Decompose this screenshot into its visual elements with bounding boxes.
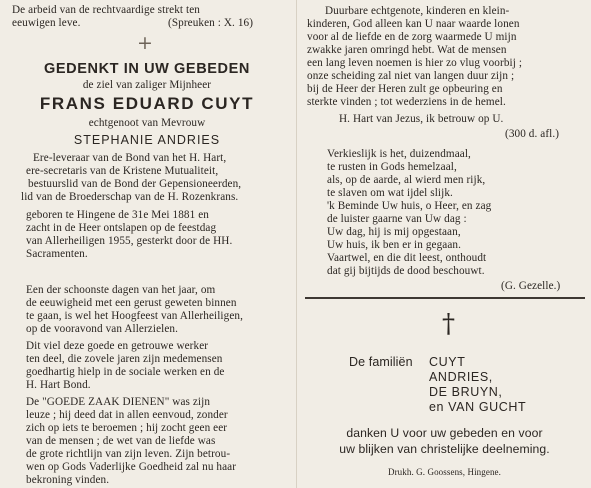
para3-line: van de mensen ; de wet van de liefde was <box>26 435 216 447</box>
birth-line: van Allerheiligen 1955, gesterkt door de HH. <box>26 235 233 247</box>
printer-credit: Drukh. G. Goossens, Hingene. <box>387 467 502 477</box>
poem-line: als, op de aarde, al wierd men rijk, <box>327 174 486 186</box>
role-line: lid van de Broederschap van de H. Rozenkrans. <box>21 191 239 203</box>
soul-subheading: de ziel van zaliger Mijnheer <box>82 79 212 91</box>
para3-line: bekroning vinden. <box>26 474 110 486</box>
poem-author: (G. Gezelle.) <box>501 280 561 292</box>
para3-line: leuze ; hij deed dat in allen eenvoud, zonder <box>26 409 228 421</box>
farewell-line: bij de Heer der Heren zult ge opbeuring en <box>307 83 503 95</box>
family-name: CUYT <box>429 355 466 369</box>
families-intro: De familiën <box>349 355 413 369</box>
spouse-intro: echtgenoot van Mevrouw <box>88 117 206 129</box>
poem-line: te slaven om wat ijdel slijk. <box>327 187 453 199</box>
farewell-line: sterkte vinden ; tot wederziens in de hemel. <box>307 96 506 108</box>
para3-line: de grote richtlijn van zijn leven. Zijn betrou- <box>26 448 231 460</box>
cross-icon: † <box>442 309 455 339</box>
farewell-line: zwakke jaren omringd hebt. Wat de mensen <box>307 44 507 56</box>
family-name: en VAN GUCHT <box>429 400 527 414</box>
para2-line: Dit viel deze goede en getrouwe werker <box>26 340 209 352</box>
farewell-line: kinderen, God alleen kan U naar waarde lonen <box>307 18 520 30</box>
poem-line: te rusten in Gods hemelzaal, <box>327 161 457 173</box>
farewell-line: een lang leven noemen is hier zo vlug voorbij ; <box>307 57 523 69</box>
invocation: H. Hart van Jezus, ik betrouw op U. <box>339 113 504 125</box>
indulgence: (300 d. afl.) <box>505 128 560 140</box>
family-name: DE BRUYN, <box>429 385 503 399</box>
para1-line: Een der schoonste dagen van het jaar, om <box>26 284 216 296</box>
farewell-line: onze scheiding zal niet van langen duur zijn ; <box>307 70 515 82</box>
poem-line: de luister gaarne van Uw dag : <box>327 213 467 225</box>
role-line: Ere-leveraar van de Bond van het H. Hart, <box>33 152 227 164</box>
quote-line-2: eeuwigen leve. <box>12 17 81 29</box>
thanks-line: uw blijken van christelijke deelneming. <box>339 442 550 456</box>
deceased-name: FRANS EDUARD CUYT <box>39 94 255 113</box>
para2-line: ten deel, die zovele jaren zijn medemensen <box>26 353 223 365</box>
birth-line: zacht in de Heer ontslapen op de feestdag <box>26 222 217 234</box>
quote-line-1: De arbeid van de rechtvaardige strekt ten <box>12 4 200 16</box>
role-line: ere-secretaris van de Kristene Mutualiteit, <box>26 165 219 177</box>
birth-line: Sacramenten. <box>26 248 88 260</box>
para3-line: zich op iets te beroemen ; hij zocht geen eer <box>26 422 228 434</box>
poem-line: Verkieslijk is het, duizendmaal, <box>327 148 471 160</box>
farewell-line: Duurbare echtgenote, kinderen en klein- <box>325 5 510 17</box>
quote-reference: (Spreuken : X. 16) <box>168 17 254 29</box>
farewell-line: voor al de liefde en de zorg waarmede U mijn <box>307 31 517 43</box>
poem-line: dat gij bijtijds de dood beschouwt. <box>327 265 485 277</box>
para1-line: te gaan, is wel het Hoogfeest van Allerheiligen, <box>26 310 243 322</box>
family-name: ANDRIES, <box>429 370 493 384</box>
para3-line: De "GOEDE ZAAK DIENEN" was zijn <box>26 396 211 408</box>
para3-line: wen op Gods Vaderlijke Goedheid zal nu haar <box>26 461 237 473</box>
thanks-line: danken U voor uw gebeden en voor <box>346 426 543 440</box>
poem-line: Vaartwel, en die dit leest, onthoudt <box>327 252 487 264</box>
poem-line: Uw dag, hij is mij opgestaan, <box>327 226 461 238</box>
left-panel <box>0 0 294 488</box>
para1-line: de eeuwigheid met een gerust geweten binnen <box>26 297 237 309</box>
poem-line: 'k Beminde Uw huis, o Heer, en zag <box>327 200 492 212</box>
role-line: bestuurslid van de Bond der Gepensioneerden, <box>28 178 242 190</box>
right-panel <box>296 0 591 488</box>
para1-line: op de vooravond van Allerzielen. <box>26 323 179 335</box>
remember-heading: GEDENKT IN UW GEBEDEN <box>44 61 250 77</box>
spouse-name: STEPHANIE ANDRIES <box>73 133 221 147</box>
divider <box>305 297 585 299</box>
birth-line: geboren te Hingene de 31e Mei 1881 en <box>26 209 209 221</box>
para2-line: H. Hart Bond. <box>26 379 91 391</box>
para2-line: goedhartig hielp in de sociale werken en de <box>26 366 225 378</box>
cross-icon: + <box>137 32 153 54</box>
poem-line: Uw huis, ik ben er in gegaan. <box>327 239 462 251</box>
